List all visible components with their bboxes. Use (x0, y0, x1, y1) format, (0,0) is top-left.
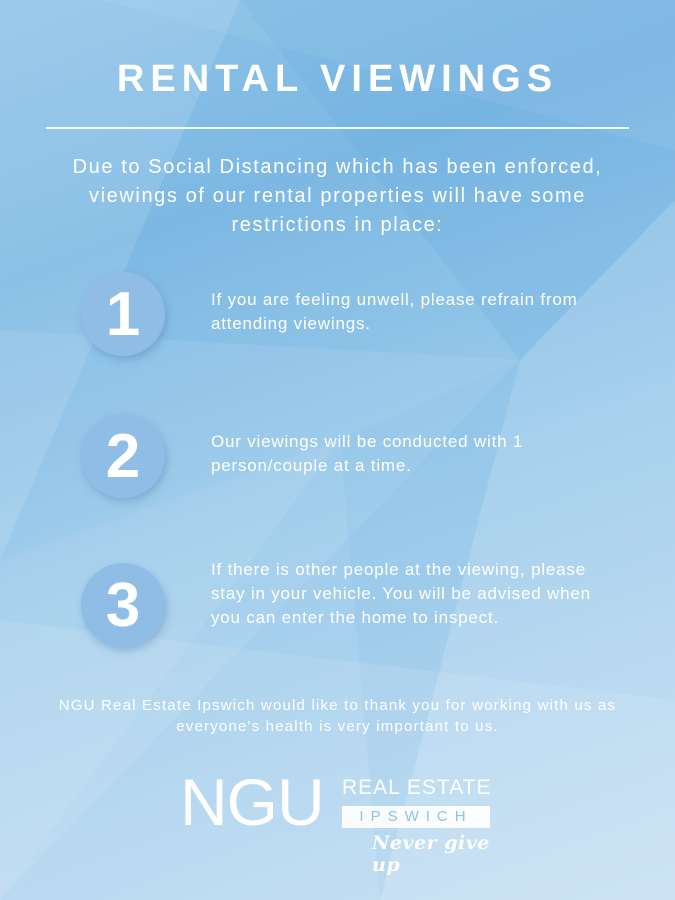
step-3-text: If there is other people at the viewing, please stay in your vehicle. You will be advised when you can enter the home to inspect. (211, 560, 591, 627)
page-title: RENTAL VIEWINGS (116, 58, 559, 100)
title-divider (46, 127, 629, 129)
step-3-number: 3 (81, 563, 165, 647)
step-2-number: 2 (81, 414, 165, 498)
step-1-text: If you are feeling unwell, please refrain from attending viewings. (211, 290, 578, 333)
ngu-logo (180, 765, 495, 876)
logo-tagline: Never give up (372, 832, 490, 876)
step-1-number: 1 (81, 272, 165, 356)
logo-ipswich: IPSWICH (342, 806, 490, 828)
step-2-text: Our viewings will be conducted with 1 person/couple at a time. (211, 432, 524, 475)
thank-you-note: NGU Real Estate Ipswich would like to thank you for working with us as everyone's health is very important to us. (58, 697, 617, 735)
intro-text: Due to Social Distancing which has been enforced, viewings of our rental properties will have some restrictions in place: (72, 156, 603, 236)
logo-brand: NGU (180, 765, 324, 839)
logo-real-estate: REAL ESTATE (342, 776, 492, 799)
